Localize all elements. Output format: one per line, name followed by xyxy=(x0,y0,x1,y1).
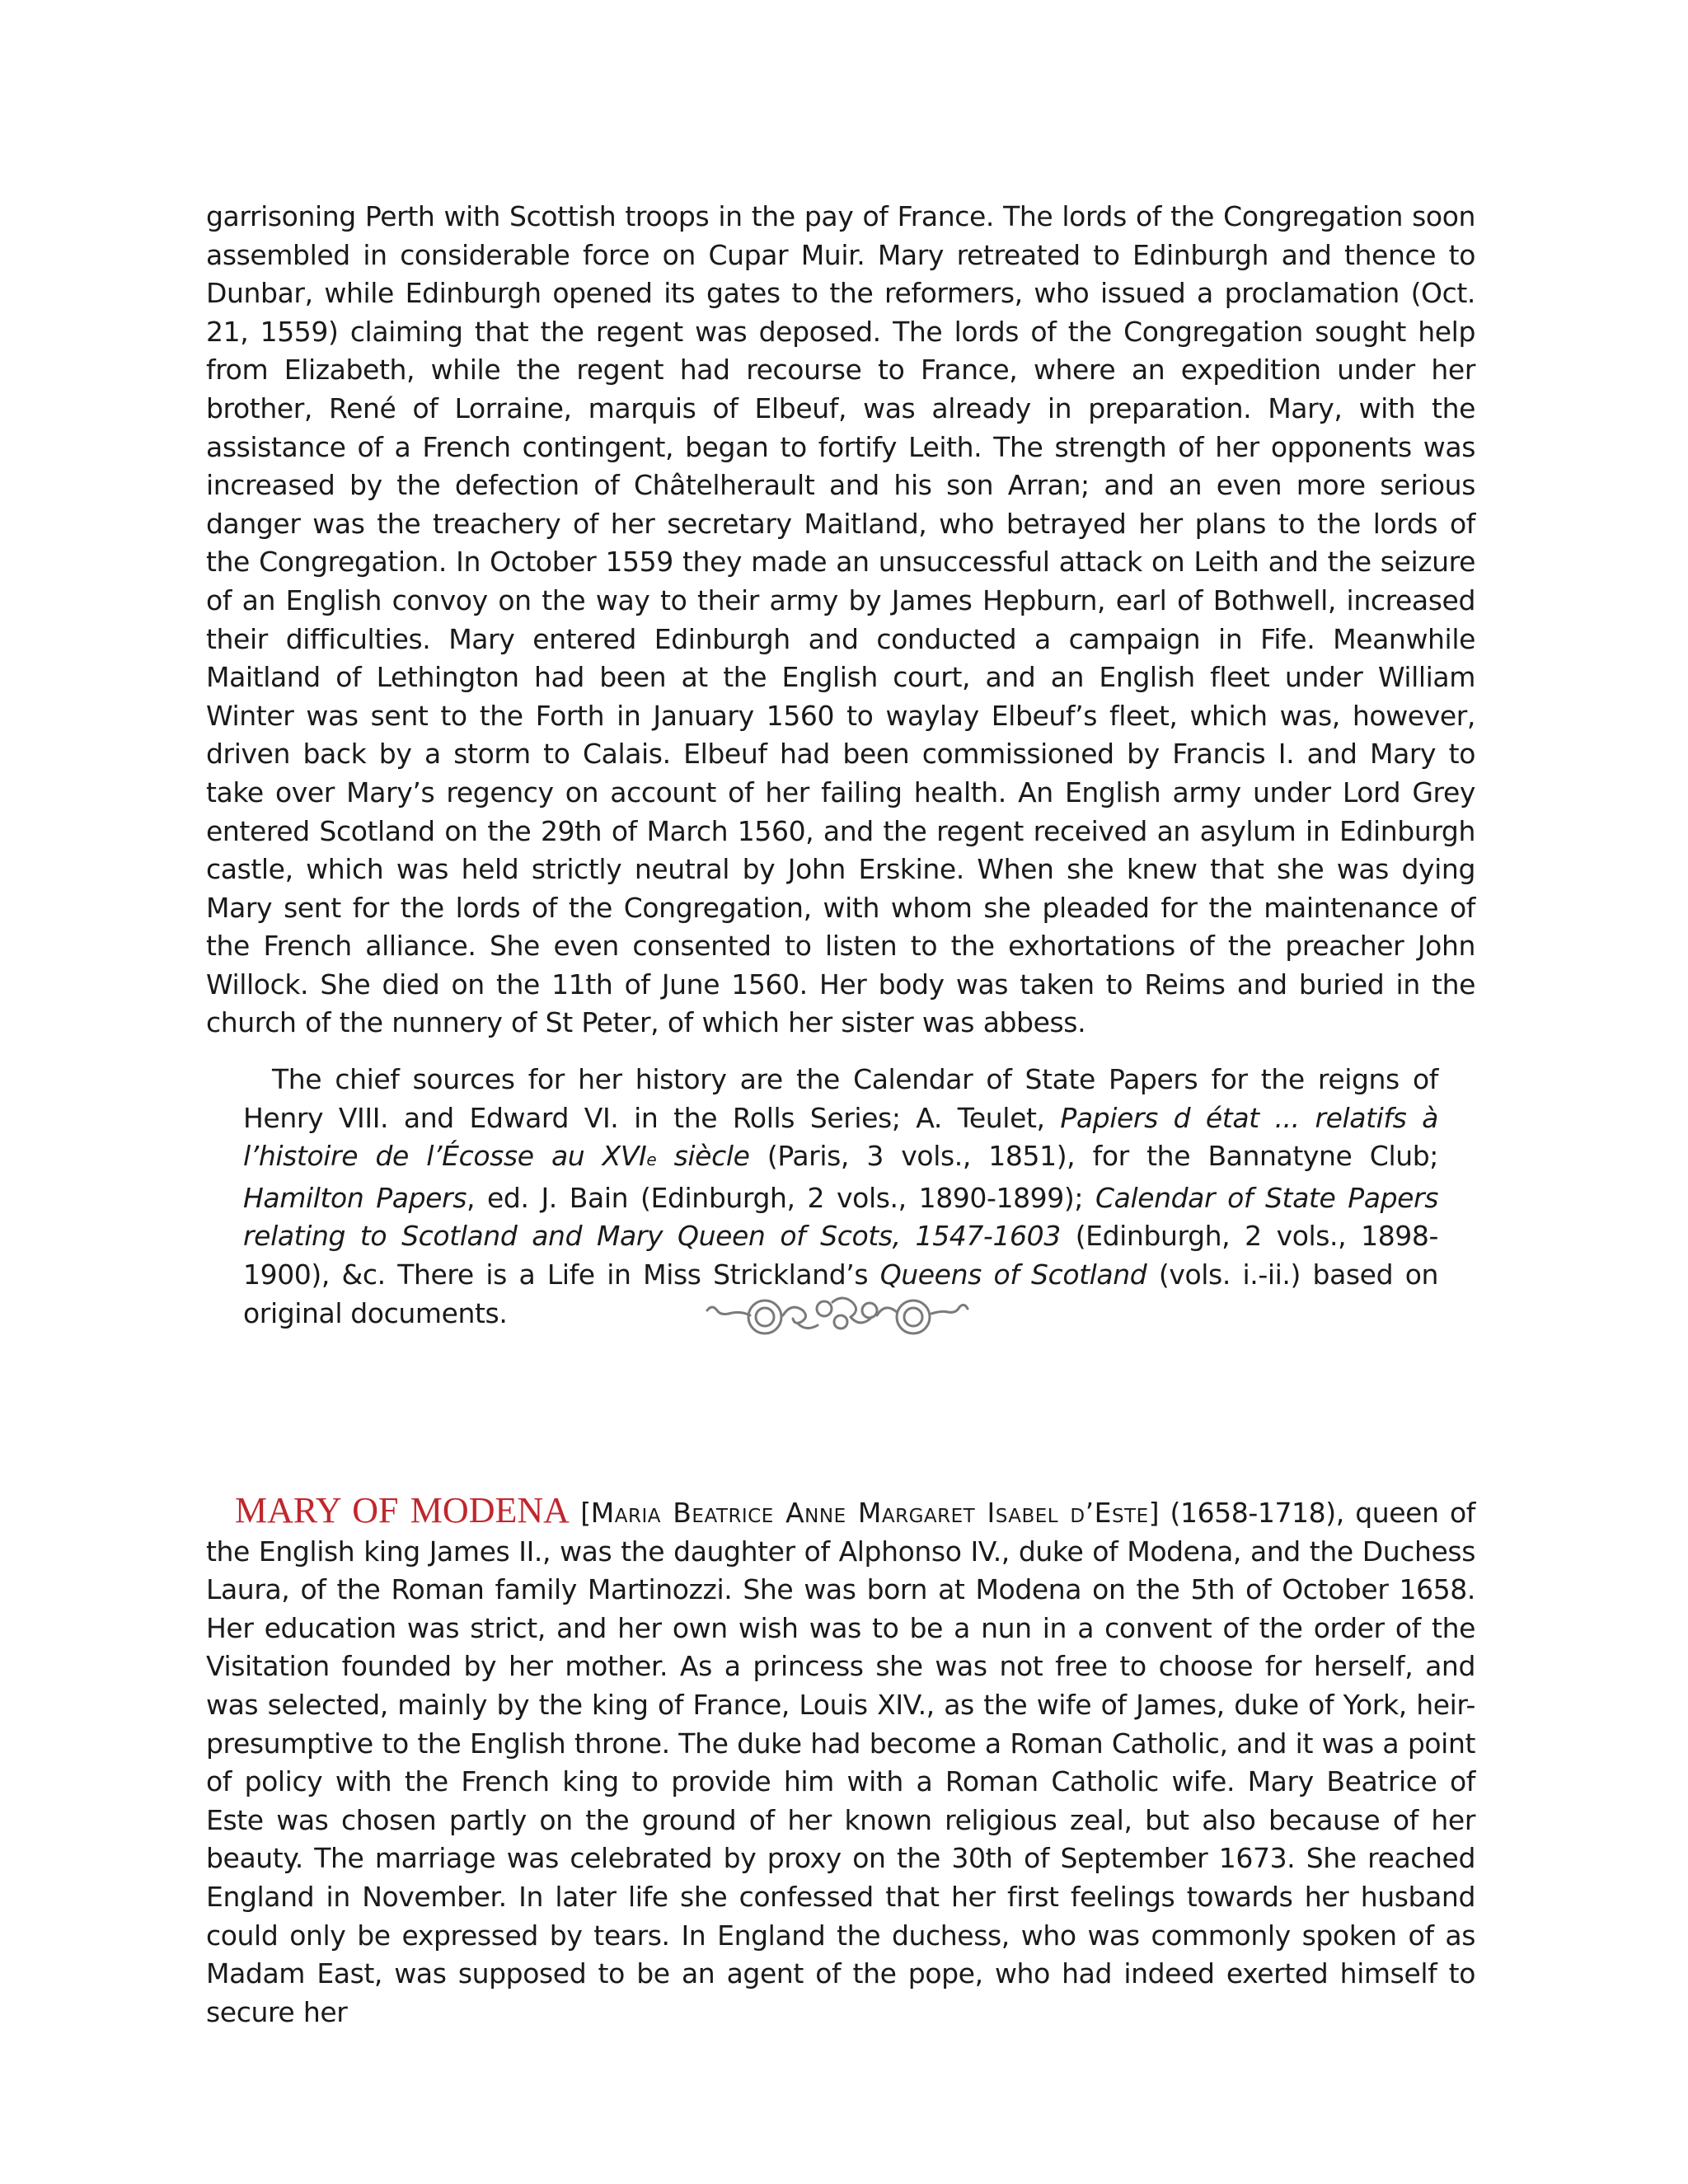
note-title-hamilton: Hamilton Papers xyxy=(243,1181,467,1214)
article-full-name: Maria Beatrice Anne Margaret Isabel d’Este xyxy=(590,1497,1149,1529)
flourish-ornament-icon xyxy=(701,1286,973,1343)
note-title-calendar: Calendar of State Papers relating to Scotland and Mary Queen of Scots, 1547-1603 xyxy=(243,1181,1438,1253)
note-superscript: e xyxy=(646,1150,657,1170)
note-title-queens: Queens of Scotland xyxy=(879,1258,1147,1291)
note-text: (Paris, 3 vols., 1851), for the Bannatyne Club; xyxy=(749,1140,1438,1173)
article-headword: MARY OF MODENA xyxy=(235,1490,570,1530)
note-text: The chief sources for her history are the Calendar of State Papers for the reigns of Henry VIII. and Edward VI. in the Rolls Series; A. Teulet, xyxy=(243,1063,1438,1134)
body-paragraph: garrisoning Perth with Scottish troops in the pay of France. The lords of the Congregation soon assembled in considerable force on Cupar Muir. Mary retreated to Edinburgh and thence to Dunbar, while Edinburgh opened its gates to the reformers, who issued a proclamation (Oct. 21, 1559) claiming that the regent was deposed. The lords of the Congregation sought help from Elizabeth, while the regent had recourse to France, where an expedition under her brother, René of Lorraine, marquis of Elbeuf, was already in preparation. Mary, with the assistance of a French contingent, began to fortify Leith. The strength of her opponents was increased by the defection of Châtelherault and his son Arran; and an even more serious danger was the treachery of her secretary Maitland, who betrayed her plans to the lords of the Congregation. In October 1559 they made an unsuccessful attack on Leith and the seizure of an English convoy on the way to their army by James Hepburn, earl of Bothwell, increased their difficulties. Mary entered Edinburgh and conducted a campaign in Fife. Meanwhile Maitland of Lethington had been at the English court, and an English fleet under William Winter was sent to the Forth in January 1560 to waylay Elbeuf’s fleet, which was, however, driven back by a storm to Calais. Elbeuf had been commissioned by Francis I. and Mary to take over Mary’s regency on account of her failing health. An English army under Lord Grey entered Scotland on the 29th of March 1560, and the regent received an asylum in Edinburgh castle, which was held strictly neutral by John Erskine. When she knew that she was dying Mary sent for the lords of the Congregation, with whom she pleaded for the maintenance of the French alliance. She even consented to listen to the exhortations of the preacher John Willock. She died on the 11th of June 1560. Her body was taken to Reims and buried in the church of the nunnery of St Peter, of which her sister was abbess. xyxy=(206,200,1475,1039)
note-text: (vols. i.-ii.) based on original documents. xyxy=(243,1258,1438,1329)
note-title-papiers: Papiers d état ... relatifs à l’histoire de l’Écosse au XVIe siècle xyxy=(243,1101,1438,1173)
page-content xyxy=(206,198,1475,1333)
article-mary-of-modena xyxy=(206,1492,1475,2032)
article-body: (1658-1718), queen of the English king James II., was the daughter of Alphonso IV., duke of Modena, and the Duchess Laura, of the Roman family Martinozzi. She was born at Modena on the 5th of October 1658. Her education was strict, and her own wish was to be a nun in a convent of the order of the Visitation founded by her mother. As a princess she was not free to choose for herself, and was selected, mainly by the king of France, Louis XIV., as the wife of James, duke of York, heir-presumptive to the English throne. The duke had become a Roman Catholic, and it was a point of policy with the French king to provide him with a Roman Catholic wife. Mary Beatrice of Este was chosen partly on the ground of her known religious zeal, but also because of her beauty. The marriage was celebrated by proxy on the 30th of September 1673. She reached England in November. In later life she confessed that her first feelings towards her husband could only be expressed by tears. In England the duchess, who was commonly spoken of as Madam East, was supposed to be an agent of the pope, who had indeed exerted himself to secure her xyxy=(206,1497,1475,2028)
bracket-close: ] xyxy=(1148,1497,1160,1529)
bracket-open: [ xyxy=(569,1497,591,1529)
note-text: , ed. J. Bain (Edinburgh, 2 vols., 1890-1899); xyxy=(467,1181,1095,1214)
article-paragraph xyxy=(206,1492,1475,2032)
note-text: (Edinburgh, 2 vols., 1898-1900), &c. There is a Life in Miss Strickland’s xyxy=(243,1220,1438,1291)
